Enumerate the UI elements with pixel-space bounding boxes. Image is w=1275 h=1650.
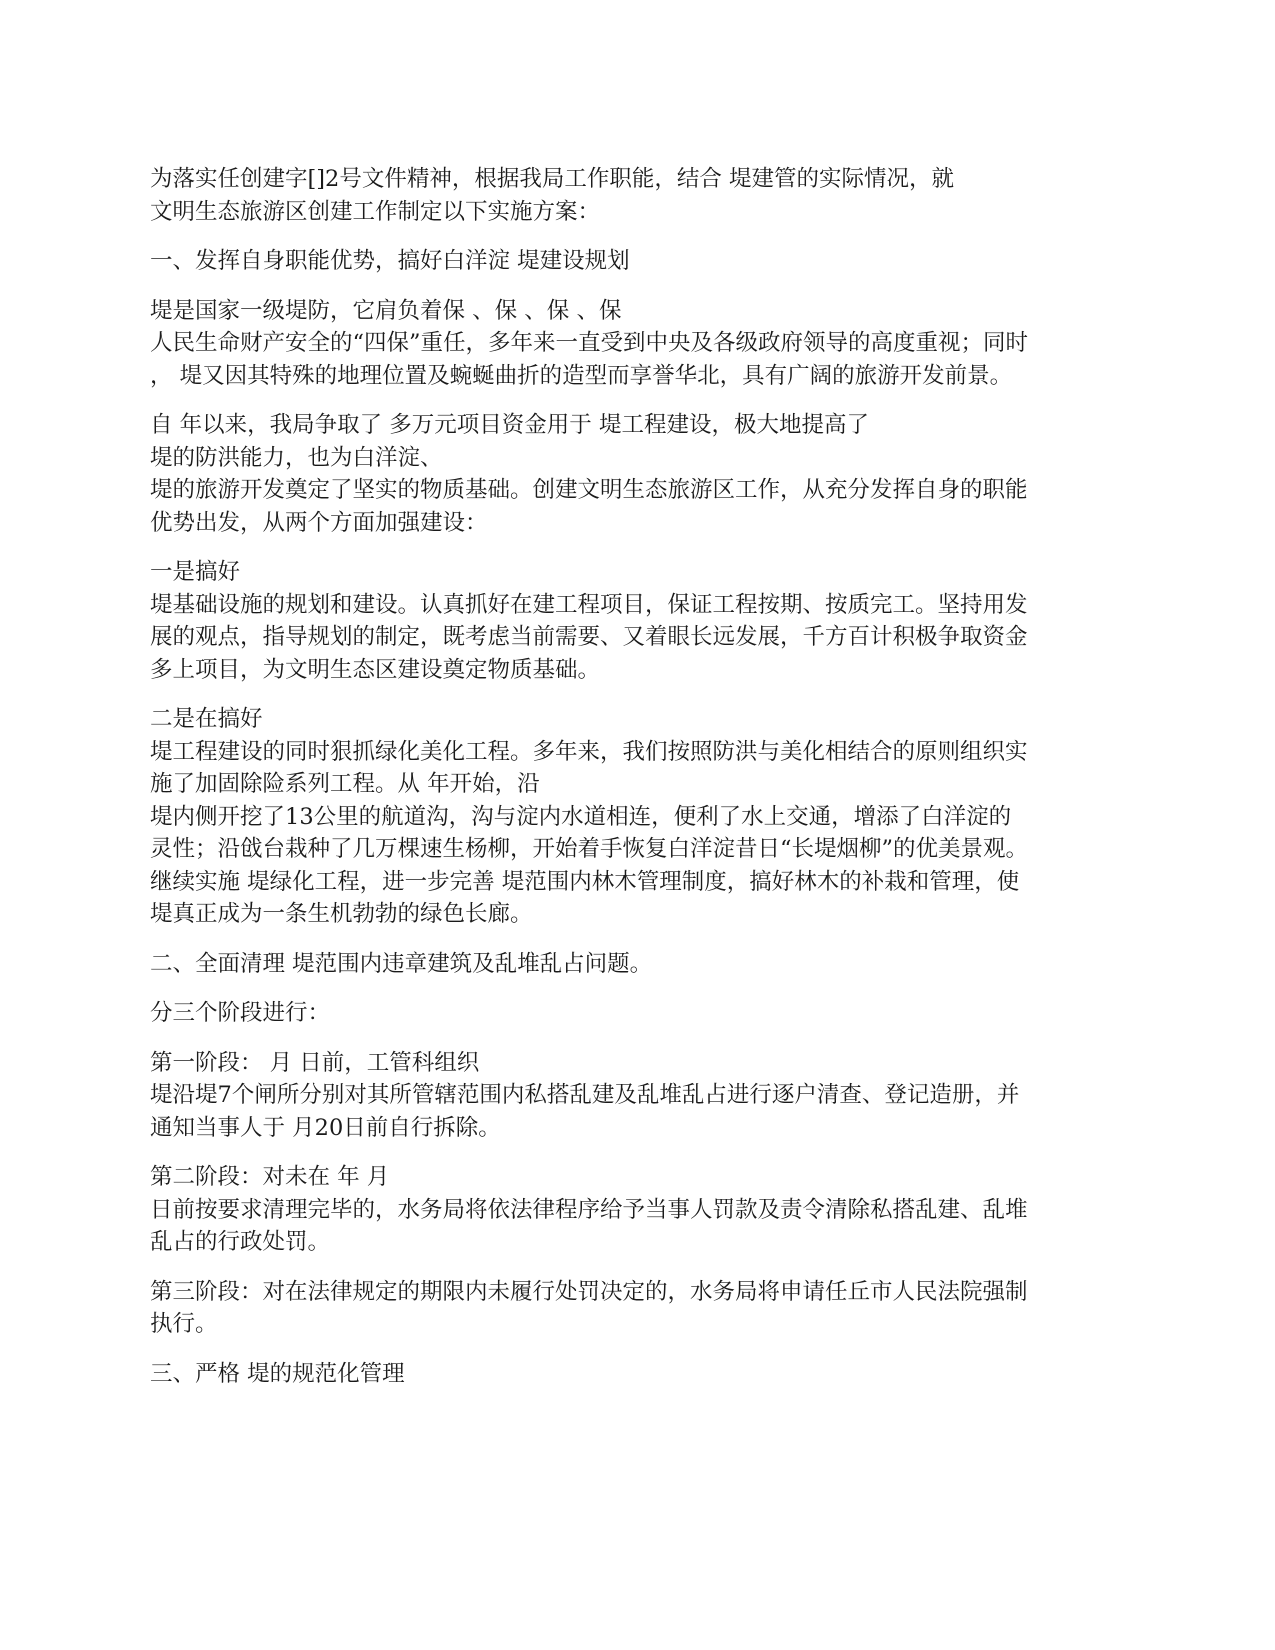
text-line: 堤基础设施的规划和建设。认真抓好在建工程项目，保证工程按期、按质完工。坚持用发	[150, 591, 1028, 618]
text-line: 堤的防洪能力，也为白洋淀、	[150, 444, 443, 471]
text-line: 人民生命财产安全的“四保”重任，多年来一直受到中央及各级政府领导的高度重视；同时	[150, 330, 1029, 356]
text-line: 灵性；沿戗台栽种了几万棵速生杨柳，开始着手恢复白洋淀昔日“长堤烟柳”的优美景观。	[150, 836, 1029, 862]
section-heading-1: 一、发挥自身职能优势，搞好白洋淀 堤建设规划	[150, 248, 630, 274]
text-line: 堤的旅游开发奠定了坚实的物质基础。创建文明生态旅游区工作，从充分发挥自身的职能	[150, 477, 1028, 503]
text-line: 第一阶段： 月 日前，工管科组织	[150, 1049, 480, 1076]
text-line: 乱占的行政处罚。	[150, 1229, 331, 1255]
text-line: 堤真正成为一条生机勃勃的绿色长廊。	[150, 901, 533, 927]
subheading-stages: 分三个阶段进行：	[150, 1000, 331, 1026]
text-line: 自 年以来，我局争取了 多万元项目资金用于 堤工程建设，极大地提高了	[150, 412, 869, 438]
text-line: 堤沿堤7个闸所分别对其所管辖范围内私搭乱建及乱堆乱占进行逐户清查、登记造册，并	[150, 1082, 1020, 1108]
document-page	[150, 163, 1128, 1407]
text-line: 执行。	[150, 1311, 218, 1337]
text-line: 为落实任创建字[]2号文件精神，根据我局工作职能，结合 堤建管的实际情况，就	[150, 166, 955, 192]
stage-3-paragraph	[150, 1276, 1128, 1341]
body-paragraph	[150, 703, 1128, 931]
section-heading-2: 二、全面清理 堤范围内违章建筑及乱堆乱占问题。	[150, 950, 653, 977]
body-paragraph	[150, 409, 1128, 539]
text-line: 第三阶段：对在法律规定的期限内未履行处罚决定的，水务局将申请任丘市人民法院强制	[150, 1278, 1028, 1305]
text-line: 堤工程建设的同时狠抓绿化美化工程。多年来，我们按照防洪与美化相结合的原则组织实	[150, 738, 1028, 765]
text-line: 堤是国家一级堤防，它肩负着保 、保 、保 、保	[150, 297, 622, 324]
text-line: 第二阶段：对未在 年 月	[150, 1164, 390, 1190]
text-line: 二是在搞好	[150, 706, 263, 732]
intro-paragraph	[150, 163, 1128, 228]
text-line: 多上项目，为文明生态区建设奠定物质基础。	[150, 656, 601, 683]
text-line: 施了加固除险系列工程。从 年开始，沿	[150, 771, 540, 797]
text-line: 一是搞好	[150, 559, 241, 585]
section-heading-3: 三、严格 堤的规范化管理	[150, 1360, 405, 1387]
text-line: 文明生态旅游区创建工作制定以下实施方案：	[150, 198, 601, 225]
stage-1-paragraph	[150, 1047, 1128, 1145]
text-line: 通知当事人于 月20日前自行拆除。	[150, 1114, 501, 1141]
text-line: 堤内侧开挖了13公里的航道沟，沟与淀内水道相连，便利了水上交通，增添了白洋淀的	[150, 803, 1012, 830]
text-line: 展的观点，指导规划的制定，既考虑当前需要、又着眼长远发展，千方百计积极争取资金	[150, 624, 1028, 650]
stage-2-paragraph	[150, 1161, 1128, 1259]
text-line: ， 堤又因其特殊的地理位置及蜿蜒曲折的造型而享誉华北，具有广阔的旅游开发前景。	[150, 362, 1013, 389]
text-line: 继续实施 堤绿化工程，进一步完善 堤范围内林木管理制度，搞好林木的补栽和管理，使	[150, 868, 1020, 895]
text-line: 优势出发，从两个方面加强建设：	[150, 509, 488, 536]
body-paragraph	[150, 556, 1128, 686]
text-line: 日前按要求清理完毕的，水务局将依法律程序给予当事人罚款及责令清除私搭乱建、乱堆	[150, 1196, 1028, 1223]
body-paragraph	[150, 295, 1128, 393]
